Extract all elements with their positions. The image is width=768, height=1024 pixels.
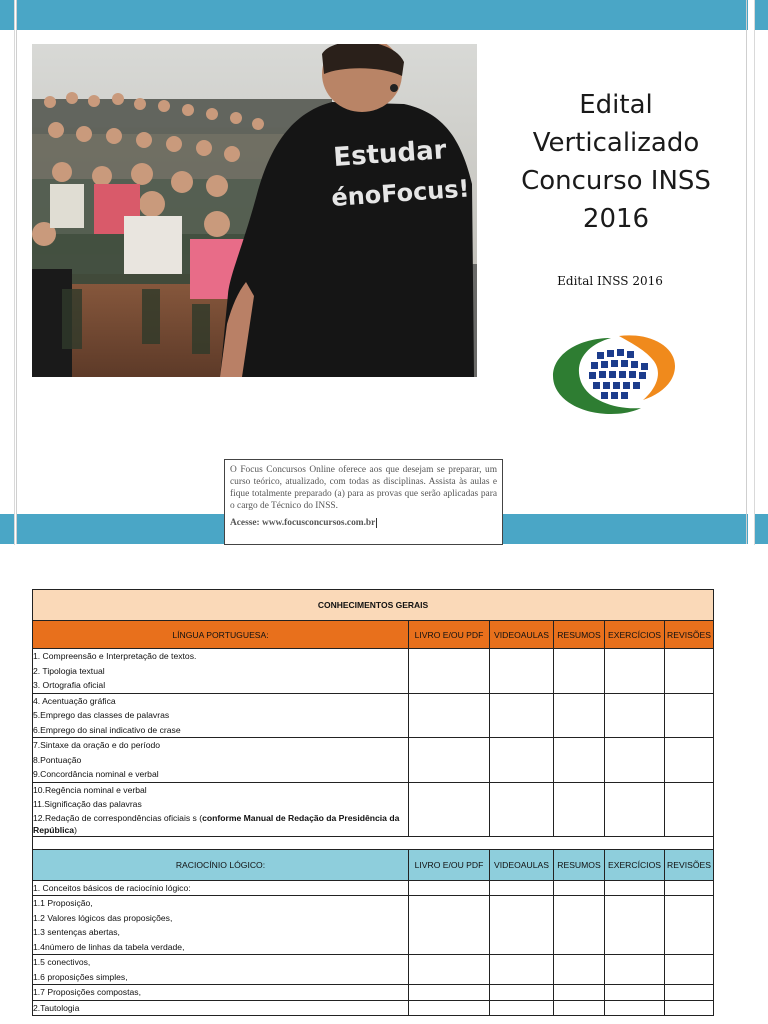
- check-cell[interactable]: [409, 896, 490, 955]
- check-cell[interactable]: [409, 782, 490, 836]
- topic-block-row: [33, 1000, 714, 1016]
- shirt-text-line2: énoFocus!: [330, 174, 471, 212]
- col-header-videoaulas: VIDEOAULAS: [490, 621, 554, 649]
- topic-list: [33, 693, 409, 738]
- col-header-resumos: RESUMOS: [554, 849, 605, 880]
- subject-header-row-logic: [33, 849, 714, 880]
- cover-subtitle: Edital INSS 2016: [557, 274, 663, 288]
- check-cell[interactable]: [490, 782, 554, 836]
- previous-page-edge: [0, 0, 15, 545]
- topic-item: 5.Emprego das classes de palavras: [33, 710, 170, 720]
- check-cell[interactable]: [605, 985, 665, 1001]
- topic-block-row: [33, 896, 714, 955]
- topic-item: 1.6 proposições simples,: [33, 971, 128, 982]
- check-cell[interactable]: [605, 955, 665, 985]
- course-description: O Focus Concursos Online oferece aos que desejam se preparar, um curso teórico, atualizado, com todas as disciplinas. Assista às aulas e fique totalmente preparado (a) para as provas que serão aplicadas para o cargo de Técnico do INSS.: [230, 465, 497, 511]
- topic-item: 11.Significação das palavras: [33, 799, 142, 809]
- shirt-text-line1: Estudar: [332, 135, 448, 173]
- topic-item: 4. Acentuação gráfica: [33, 695, 116, 706]
- check-cell[interactable]: [605, 693, 665, 738]
- subject-header-row-portuguese: [33, 621, 714, 649]
- check-cell[interactable]: [605, 880, 665, 896]
- topic-item: 10.Regência nominal e verbal: [33, 784, 147, 795]
- col-header-resumos: RESUMOS: [554, 621, 605, 649]
- check-cell[interactable]: [665, 985, 714, 1001]
- check-cell[interactable]: [409, 880, 490, 896]
- cover-title: [494, 86, 738, 238]
- check-cell[interactable]: [409, 649, 490, 694]
- classroom-photo: [32, 44, 477, 377]
- topic-block-row: [33, 782, 714, 836]
- col-header-revisoes: REVISÕES: [665, 849, 714, 880]
- col-header-livro: LIVRO E/OU PDF: [409, 621, 490, 649]
- title-line-4: 2016: [582, 204, 650, 234]
- topic-list: [33, 738, 409, 783]
- topic-list: [33, 880, 409, 896]
- check-cell[interactable]: [409, 955, 490, 985]
- check-cell[interactable]: [490, 880, 554, 896]
- check-cell[interactable]: [490, 693, 554, 738]
- topic-list: [33, 782, 409, 836]
- section-header-row: [33, 590, 714, 621]
- check-cell[interactable]: [605, 896, 665, 955]
- topic-item: 1. Compreensão e Interpretação de textos.: [33, 651, 197, 661]
- check-cell[interactable]: [665, 1000, 714, 1016]
- check-cell[interactable]: [409, 738, 490, 783]
- check-cell[interactable]: [490, 955, 554, 985]
- col-header-livro: LIVRO E/OU PDF: [409, 849, 490, 880]
- check-cell[interactable]: [554, 1000, 605, 1016]
- check-cell[interactable]: [665, 782, 714, 836]
- col-header-videoaulas: VIDEOAULAS: [490, 849, 554, 880]
- topic-block-row: [33, 738, 714, 783]
- topic-list: [33, 649, 409, 694]
- topic-block-row: [33, 880, 714, 896]
- check-cell[interactable]: [409, 693, 490, 738]
- inss-logo: [549, 330, 677, 418]
- course-description-box: [224, 459, 503, 545]
- section-title: CONHECIMENTOS GERAIS: [33, 590, 714, 621]
- check-cell[interactable]: [605, 1000, 665, 1016]
- topic-item: 1. Conceitos básicos de raciocínio lógico:: [33, 882, 191, 893]
- topic-item: 1.4número de linhas da tabela verdade,: [33, 941, 185, 952]
- study-checklist-sheet: [32, 589, 713, 1016]
- title-line-1: Edital: [579, 90, 653, 120]
- spacer-row: [33, 836, 714, 849]
- check-cell[interactable]: [605, 782, 665, 836]
- col-header-exercicios: EXERCÍCIOS: [605, 849, 665, 880]
- topic-list: [33, 1000, 409, 1016]
- topic-item: 7.Sintaxe da oração e do período: [33, 740, 161, 750]
- next-page-edge: [754, 0, 768, 545]
- check-cell[interactable]: [554, 896, 605, 955]
- topic-item: 3. Ortografia oficial: [33, 680, 106, 690]
- check-cell[interactable]: [490, 649, 554, 694]
- study-checklist-table: [32, 589, 714, 1016]
- topic-item: 12.Redação de correspondências oficiais s (conforme Manual de Redação da Presidência da República): [33, 812, 400, 835]
- check-cell[interactable]: [554, 985, 605, 1001]
- check-cell[interactable]: [665, 880, 714, 896]
- check-cell[interactable]: [554, 782, 605, 836]
- topic-item: 1.7 Proposições compostas,: [33, 987, 141, 997]
- check-cell[interactable]: [554, 955, 605, 985]
- topic-item: 1.2 Valores lógicos das proposições,: [33, 912, 173, 923]
- check-cell[interactable]: [605, 738, 665, 783]
- check-cell[interactable]: [665, 955, 714, 985]
- check-cell[interactable]: [409, 985, 490, 1001]
- check-cell[interactable]: [665, 649, 714, 694]
- topic-item: 2.Tautologia: [33, 1002, 80, 1013]
- col-header-exercicios: EXERCÍCIOS: [605, 621, 665, 649]
- check-cell[interactable]: [409, 1000, 490, 1016]
- check-cell[interactable]: [554, 649, 605, 694]
- topic-item: 6.Emprego do sinal indicativo de crase: [33, 724, 181, 735]
- cover-top-band: [16, 0, 748, 30]
- subject-name: LÍNGUA PORTUGUESA:: [33, 621, 409, 649]
- topic-list: [33, 985, 409, 1001]
- check-cell[interactable]: [605, 649, 665, 694]
- access-link-text[interactable]: Acesse: www.focusconcursos.com.br: [230, 518, 376, 528]
- topic-item: 1.3 sentenças abertas,: [33, 927, 120, 937]
- topic-list: [33, 955, 409, 985]
- col-header-revisoes: REVISÕES: [665, 621, 714, 649]
- topic-block-row: [33, 955, 714, 985]
- check-cell[interactable]: [490, 896, 554, 955]
- check-cell[interactable]: [490, 1000, 554, 1016]
- topic-item: 2. Tipologia textual: [33, 665, 105, 676]
- check-cell[interactable]: [554, 880, 605, 896]
- topic-item: 1.1 Proposição,: [33, 898, 93, 908]
- check-cell[interactable]: [554, 693, 605, 738]
- topic-item: 8.Pontuação: [33, 754, 82, 765]
- topic-block-row: [33, 649, 714, 694]
- check-cell[interactable]: [665, 738, 714, 783]
- subject-name: RACIOCÍNIO LÓGICO:: [33, 849, 409, 880]
- check-cell[interactable]: [665, 896, 714, 955]
- check-cell[interactable]: [490, 985, 554, 1001]
- check-cell[interactable]: [490, 738, 554, 783]
- title-line-3: Concurso INSS: [521, 166, 711, 196]
- topic-item: 1.5 conectivos,: [33, 957, 91, 967]
- topic-item: 9.Concordância nominal e verbal: [33, 769, 159, 779]
- topic-block-row: [33, 985, 714, 1001]
- topic-block-row: [33, 693, 714, 738]
- check-cell[interactable]: [554, 738, 605, 783]
- check-cell[interactable]: [665, 693, 714, 738]
- topic-list: [33, 896, 409, 955]
- title-line-2: Verticalizado: [532, 128, 700, 158]
